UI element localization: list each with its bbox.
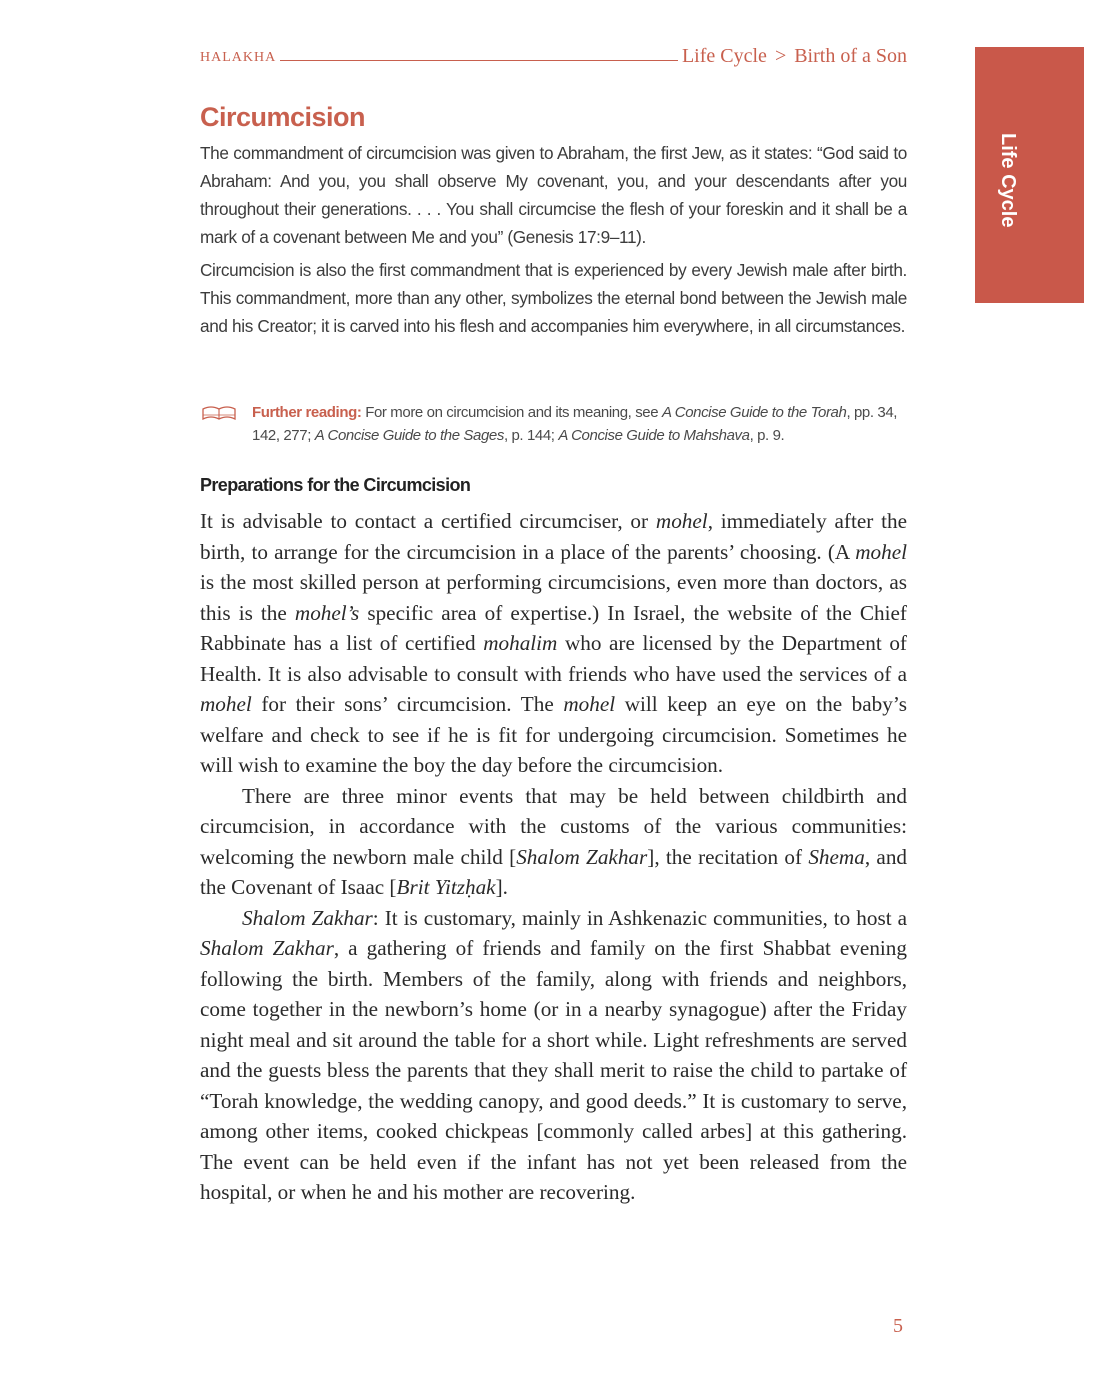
intro-paragraph: Circumcision is also the first commandment that is experienced by every Jewish male after birth. This commandment, more than any other, symbolizes the eternal bond between the Jewish male and his Creator; it is carved into his flesh and accompanies him everywhere, in all circumstances. <box>200 260 907 336</box>
intro-paragraph: The commandment of circumcision was given to Abraham, the first Jew, as it states: “God said to Abraham: And you, you shall observe My covenant, you, and your descendants after you throughout their generations. . . . You shall circumcise the flesh of your foreskin and it shall be a mark of a covenant between Me and you” (Genesis 17:9–11). <box>200 143 907 247</box>
further-reading-note <box>200 401 907 447</box>
chapter-tab-label: Life Cycle <box>997 133 1019 228</box>
body-paragraph: There are three minor events that may be held between childbirth and circumcision, in accordance with the customs of the various communities: welcoming the newborn male child [Shalom Zakhar], the recitation of Shema, and the Covenant of Isaac [Brit Yitzḥak]. <box>200 783 908 899</box>
breadcrumb-birth-of-a-son[interactable]: Birth of a Son <box>794 45 907 67</box>
page-number: 5 <box>893 1315 903 1337</box>
breadcrumb-separator: > <box>774 45 787 67</box>
further-text: , p. 144; <box>503 427 559 444</box>
header-rule <box>280 60 678 61</box>
intro-text <box>200 139 907 345</box>
chapter-tab[interactable] <box>975 47 1084 303</box>
body-text <box>200 506 907 1208</box>
series-title: HALAKHA <box>200 50 277 65</box>
body-paragraph: Shalom Zakhar: It is customary, mainly in Ashkenazic communities, to host a Shalom Zakhar, a gathering of friends and family on the first Shabbat evening following the birth. Members of the family, along with friends and neighbors, come together in the newborn’s home (or in a nearby synagogue) after the Friday night meal and sit around the table for a short while. Light refreshments are served and the guests bless the parents that they shall merit to raise the child to partake of “Torah knowledge, the wedding canopy, and good deeds.” It is customary to serve, among other items, cooked chickpeas [commonly called arbes] at this gathering. The event can be held even if the infant has not yet been released from the hospital, or when he and his mother are recovering. <box>200 905 907 1204</box>
further-text: , pp. 34, 142, 277; <box>252 404 898 444</box>
further-text: For more on circumcision and its meaning, see <box>361 404 662 421</box>
body-paragraph: It is advisable to contact a certified circumciser, or mohel, immediately after the birth, to arrange for the circumcision in a place of the parents’ choosing. (A mohel is the most skilled person at performing circumcisions, even more than doctors, as this is the mohel’s specific area of expertise.) In Israel, the website of the Chief Rabbinate has a list of certified mohalim who are licensed by the Department of Health. It is also advisable to consult with friends who have used the services of a mohel for their sons’ circumcision. The mohel will keep an eye on the baby’s welfare and check to see if he is fit for undergoing circumcision. Sometimes he will wish to examine the boy the day before the circumcision. <box>200 509 908 777</box>
subsection-title: Preparations for the Circumcision <box>200 475 471 495</box>
book-reference: A Concise Guide to Mahshava <box>558 427 750 444</box>
breadcrumb-life-cycle[interactable]: Life Cycle <box>681 45 767 67</box>
book-reference: A Concise Guide to the Torah <box>661 404 847 421</box>
book-reference: A Concise Guide to the Sages <box>314 427 504 444</box>
breadcrumb <box>682 45 907 70</box>
running-header <box>200 42 907 70</box>
further-text: , p. 9. <box>749 427 785 444</box>
section-title: Circumcision <box>200 102 366 132</box>
open-book-icon <box>201 405 237 421</box>
further-reading-label: Further reading: <box>252 404 362 421</box>
